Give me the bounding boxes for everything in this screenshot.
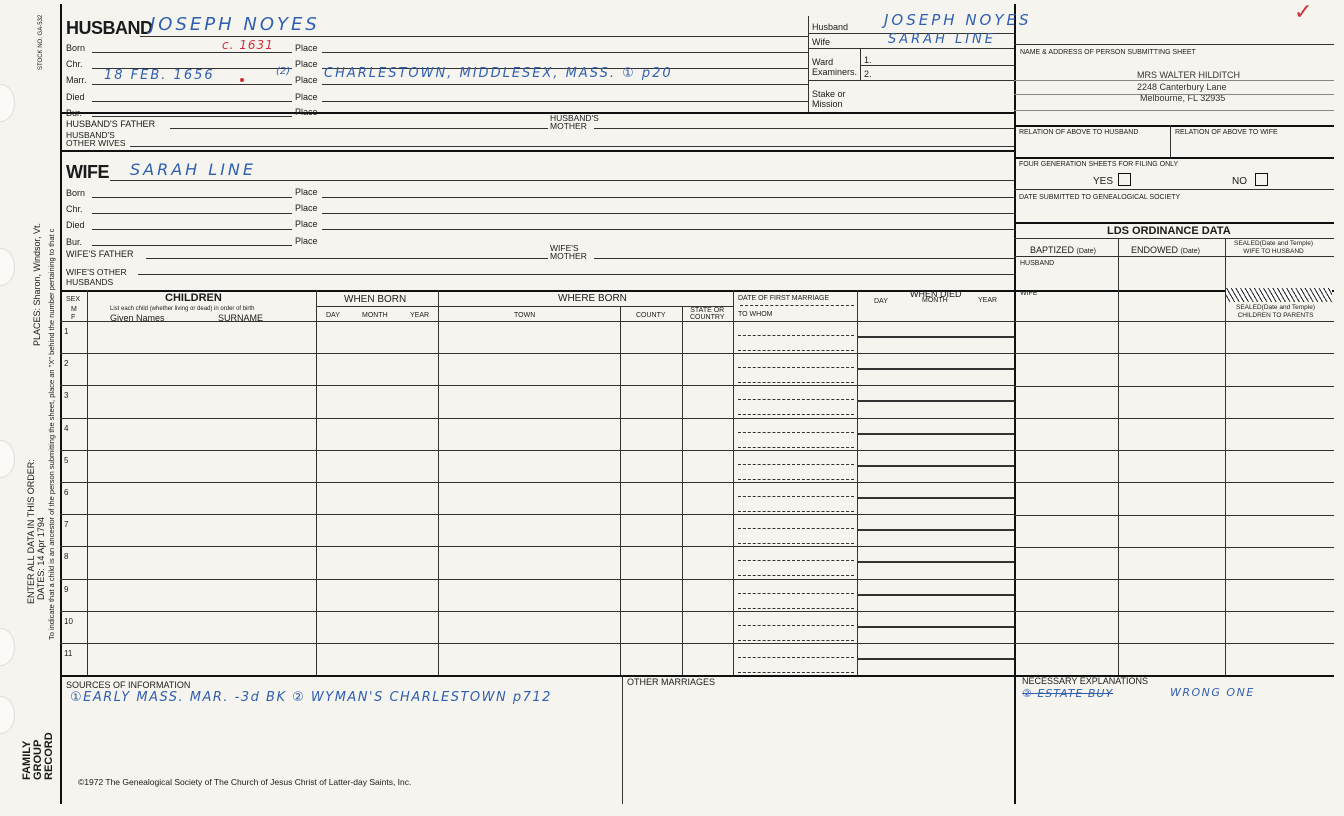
lds-row-divider <box>1014 386 1334 387</box>
header-husband-label: Husband <box>812 22 849 32</box>
child-row-divider <box>60 385 1014 386</box>
ancestor-instruction: To indicate that a child is an ancestor of the person submitting the sheet, place an "X" behind the number pertaining to that c <box>47 228 56 640</box>
husband-bur-label: Bur. <box>66 108 83 118</box>
binder-hole-1 <box>0 84 15 122</box>
child-row-number: 2 <box>64 359 69 368</box>
child-row-number: 8 <box>64 552 69 561</box>
husband-section-bottom <box>60 112 1014 114</box>
child-row-divider <box>60 353 1014 354</box>
husband-other-wives-label: HUSBAND'S OTHER WIVES <box>66 130 126 148</box>
husband-marr-place-value[interactable]: CHARLESTOWN, MIDDLESEX, MASS. ① p20 <box>324 66 673 81</box>
marriage-date-dash <box>738 464 854 465</box>
sources-label: SOURCES OF INFORMATION <box>66 680 191 690</box>
died-year-label: YEAR <box>978 297 998 304</box>
other-marriages-label: OTHER MARRIAGES <box>627 677 716 687</box>
submitter-name: MRS WALTER HILDITCH <box>1137 70 1241 80</box>
husband-born-date-value[interactable]: c. 1631 <box>222 38 274 52</box>
sex-m-label: M <box>71 306 77 313</box>
lds-row-divider <box>1014 353 1334 354</box>
explanation-struck: ② ESTATE BUY <box>1022 687 1114 700</box>
husband-born-label: Born <box>66 43 86 53</box>
relation-husband-label: RELATION OF ABOVE TO HUSBAND <box>1019 129 1139 136</box>
explanations-label: NECESSARY EXPLANATIONS <box>1022 676 1149 686</box>
places-note: PLACES: Sharon, Windsor, Vt. <box>32 222 42 346</box>
left-frame <box>60 4 62 804</box>
husband-name-line <box>140 36 808 37</box>
explanation-value[interactable]: WRONG ONE <box>1170 686 1255 699</box>
death-date-line <box>857 626 1014 628</box>
examiner-2: 2. <box>864 69 872 79</box>
to-whom-dash <box>738 350 854 351</box>
wife-died-label: Died <box>66 220 85 230</box>
to-whom-label: TO WHOM <box>738 311 773 318</box>
surname-label: SURNAME <box>218 313 264 323</box>
child-row-number: 10 <box>64 617 73 626</box>
child-row-number: 6 <box>64 488 69 497</box>
to-whom-dash <box>738 640 854 641</box>
examiners-label: Examiners. <box>812 67 858 77</box>
husband-marr-place-label: Place <box>295 75 318 85</box>
child-row-number: 3 <box>64 391 69 400</box>
copyright: ©1972 The Genealogical Society of The Church of Jesus Christ of Latter-day Saints, Inc. <box>78 777 412 787</box>
marriage-date-dash <box>738 657 854 658</box>
child-row-number: 5 <box>64 456 69 465</box>
lds-row-divider <box>1014 579 1334 580</box>
died-day-label: DAY <box>874 298 888 305</box>
marriage-date-dash <box>738 593 854 594</box>
child-row-divider <box>60 546 1014 547</box>
wife-born-place-label: Place <box>295 187 318 197</box>
husband-bur-place-label: Place <box>295 107 318 117</box>
marriage-date-dash <box>738 496 854 497</box>
date-submitted-label: DATE SUBMITTED TO GENEALOGICAL SOCIETY <box>1019 194 1181 201</box>
marriage-date-dash <box>738 335 854 336</box>
dates-note: DATES: 14 Apr 1794 <box>36 517 46 600</box>
hatched-cell <box>1226 288 1332 302</box>
husband-marr-note: (2) <box>276 66 291 77</box>
when-born-label: WHEN BORN <box>344 294 407 305</box>
marriage-date-dash <box>738 399 854 400</box>
death-date-line <box>857 594 1014 596</box>
wife-other-husbands-label: WIFE'S OTHER HUSBANDS <box>66 267 127 287</box>
husband-chr-label: Chr. <box>66 59 83 69</box>
to-whom-dash <box>738 479 854 480</box>
husband-name-value[interactable]: JOSEPH NOYES <box>150 14 320 35</box>
ward-label: Ward <box>812 57 834 67</box>
binder-hole-2 <box>0 248 15 286</box>
death-date-line <box>857 529 1014 531</box>
relation-wife-label: RELATION OF ABOVE TO WIFE <box>1175 129 1278 136</box>
wife-chr-label: Chr. <box>66 204 83 214</box>
child-row-divider <box>60 579 1014 580</box>
lds-row-divider <box>1014 450 1334 451</box>
yes-checkbox[interactable] <box>1118 173 1131 186</box>
to-whom-dash <box>738 543 854 544</box>
sealed-wife-label: SEALED(Date and Temple) WIFE TO HUSBAND <box>1234 240 1314 255</box>
husband-heading: HUSBAND <box>66 18 153 38</box>
wife-name-value[interactable]: SARAH LINE <box>130 160 256 179</box>
death-date-line <box>857 433 1014 435</box>
child-row-divider <box>60 418 1014 419</box>
town-label: TOWN <box>514 312 536 319</box>
no-checkbox[interactable] <box>1255 173 1268 186</box>
sealed-children-label: SEALED(Date and Temple) CHILDREN TO PARENTS <box>1236 304 1316 319</box>
children-label: CHILDREN <box>165 292 222 304</box>
to-whom-dash <box>738 382 854 383</box>
lds-row-divider <box>1014 547 1334 548</box>
lds-row-divider <box>1014 515 1334 516</box>
husband-died-label: Died <box>66 92 85 102</box>
when-died-label: WHEN DIED <box>910 289 962 299</box>
red-dot-mark <box>240 78 244 82</box>
lds-husband-label: HUSBAND <box>1020 260 1055 267</box>
wife-bur-place-label: Place <box>295 236 318 246</box>
given-names-label: Given Names <box>110 313 165 323</box>
born-month-label: MONTH <box>362 312 388 319</box>
to-whom-dash <box>738 414 854 415</box>
wife-section-top <box>60 150 1014 152</box>
children-header-top <box>60 290 1334 292</box>
wife-heading: WIFE <box>66 162 109 182</box>
yes-label: YES <box>1093 176 1114 187</box>
lds-title: LDS ORDINANCE DATA <box>1107 225 1231 237</box>
husband-died-place-label: Place <box>295 92 318 102</box>
child-row-number: 9 <box>64 585 69 594</box>
child-row-number: 1 <box>64 327 69 336</box>
to-whom-dash <box>738 672 854 673</box>
child-row-divider <box>60 450 1014 451</box>
baptized-label: BAPTIZED (Date) <box>1030 245 1096 255</box>
husband-marr-label: Marr. <box>66 75 87 85</box>
lds-row-divider <box>1014 611 1334 612</box>
red-checkmark: ✓ <box>1294 0 1313 25</box>
child-row-divider <box>60 482 1014 483</box>
wife-born-label: Born <box>66 188 86 198</box>
other-marriages-divider <box>622 675 623 804</box>
to-whom-dash <box>738 447 854 448</box>
death-date-line <box>857 336 1014 338</box>
to-whom-dash <box>738 511 854 512</box>
stake-label: Stake or <box>812 89 846 99</box>
header-husband-value[interactable]: JOSEPH NOYES <box>884 11 1032 29</box>
death-date-line <box>857 658 1014 660</box>
right-panel-divider <box>1014 4 1016 804</box>
child-row-divider <box>60 514 1014 515</box>
to-whom-dash <box>738 575 854 576</box>
child-row-number: 11 <box>64 649 73 658</box>
four-gen-label: FOUR GENERATION SHEETS FOR FILING ONLY <box>1019 161 1179 168</box>
born-year-label: YEAR <box>410 312 430 319</box>
lds-row-divider <box>1014 643 1334 644</box>
husband-chr-place-label: Place <box>295 59 318 69</box>
lds-wife-label: WIFE <box>1020 290 1038 297</box>
no-label: NO <box>1232 176 1247 187</box>
header-box-left <box>808 16 809 112</box>
lds-row-divider <box>1014 321 1334 322</box>
first-marriage-label: DATE OF FIRST MARRIAGE <box>738 295 830 302</box>
lds-row-divider <box>1014 418 1334 419</box>
binder-hole-5 <box>0 696 15 734</box>
wife-chr-place-label: Place <box>295 203 318 213</box>
state-country-label: STATE OR COUNTRY <box>690 307 725 321</box>
stock-number: STOCK NO. GA-532 <box>38 14 44 70</box>
submitter-city: Melbourne, FL 32935 <box>1140 93 1226 103</box>
wife-bur-label: Bur. <box>66 237 83 247</box>
child-row-number: 7 <box>64 520 69 529</box>
child-row-divider <box>60 643 1014 644</box>
husband-marr-date-value[interactable]: 18 FEB. 1656 <box>104 68 215 83</box>
marriage-date-dash <box>738 560 854 561</box>
marriage-date-dash <box>738 528 854 529</box>
born-day-label: DAY <box>326 312 340 319</box>
child-row-divider <box>60 611 1014 612</box>
died-month-label: MONTH <box>922 297 948 304</box>
husband-mother-label: HUSBAND'S MOTHER <box>550 113 599 131</box>
mission-label: Mission <box>812 99 843 109</box>
header-wife-label: Wife <box>812 37 830 47</box>
submitter-street: 2248 Canterbury Lane <box>1137 82 1227 92</box>
sources-value[interactable]: ①EARLY MASS. MAR. -3d BK ② WYMAN'S CHARLESTOWN p712 <box>70 690 552 705</box>
death-date-line <box>857 368 1014 370</box>
enter-all-note: ENTER ALL DATA IN THIS ORDER: <box>26 459 36 604</box>
submitter-label: NAME & ADDRESS OF PERSON SUBMITTING SHEET <box>1020 49 1196 56</box>
death-date-line <box>857 497 1014 499</box>
marriage-date-dash <box>738 625 854 626</box>
death-date-line <box>857 400 1014 402</box>
binder-hole-4 <box>0 628 15 666</box>
county-label: COUNTY <box>636 312 666 319</box>
child-row-number: 4 <box>64 424 69 433</box>
examiner-1: 1. <box>864 55 872 65</box>
header-wife-value[interactable]: SARAH LINE <box>888 32 996 47</box>
to-whom-dash <box>738 608 854 609</box>
wife-father-label: WIFE'S FATHER <box>66 249 134 259</box>
children-note: List each child (whether living or dead) in order of birth <box>110 306 255 312</box>
family-group-record-label: FAMILY GROUP RECORD <box>21 732 55 780</box>
where-born-label: WHERE BORN <box>558 293 627 304</box>
marriage-date-dash <box>738 367 854 368</box>
sex-label: SEX <box>66 296 81 303</box>
endowed-label: ENDOWED (Date) <box>1131 245 1200 255</box>
wife-mother-label: WIFE'S MOTHER <box>550 243 587 261</box>
sex-f-label: F <box>71 314 76 321</box>
husband-born-place-label: Place <box>295 43 318 53</box>
marriage-date-dash <box>738 432 854 433</box>
binder-hole-3 <box>0 440 15 478</box>
death-date-line <box>857 561 1014 563</box>
lds-row-divider <box>1014 482 1334 483</box>
death-date-line <box>857 465 1014 467</box>
wife-died-place-label: Place <box>295 219 318 229</box>
husband-father-label: HUSBAND'S FATHER <box>66 119 156 129</box>
